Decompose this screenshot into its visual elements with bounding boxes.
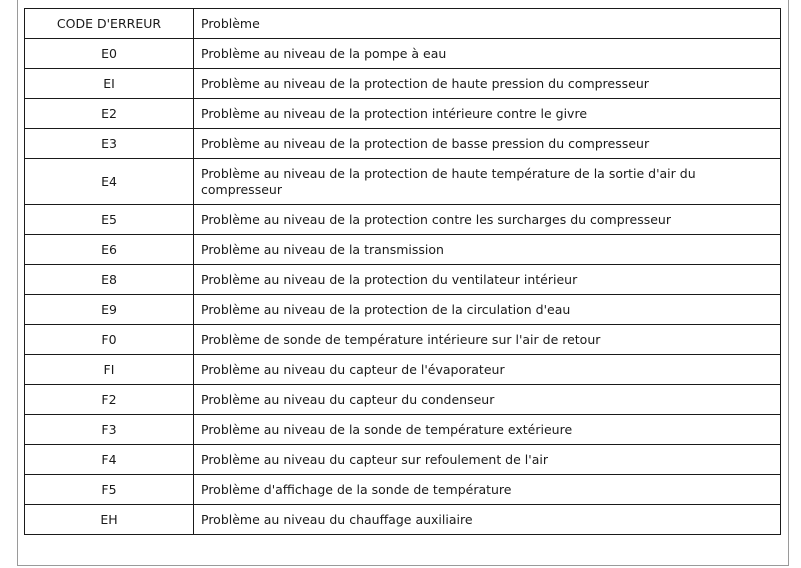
error-description: Problème au niveau de la protection du ventilateur intérieur (194, 265, 781, 295)
error-description: Problème d'affichage de la sonde de température (194, 475, 781, 505)
table-header-row (25, 9, 781, 39)
error-code: E4 (25, 159, 194, 205)
table-row (25, 355, 781, 385)
table-row (25, 159, 781, 205)
error-description: Problème au niveau du capteur du condenseur (194, 385, 781, 415)
error-code: E8 (25, 265, 194, 295)
error-code: EH (25, 505, 194, 535)
error-description: Problème au niveau de la protection intérieure contre le givre (194, 99, 781, 129)
error-description: Problème au niveau du capteur sur refoulement de l'air (194, 445, 781, 475)
error-code: F4 (25, 445, 194, 475)
error-code: F3 (25, 415, 194, 445)
table-row (25, 265, 781, 295)
error-code: F2 (25, 385, 194, 415)
error-description: Problème au niveau de la protection de haute température de la sortie d'air du compresseur (194, 159, 781, 205)
error-description: Problème au niveau de la protection de haute pression du compresseur (194, 69, 781, 99)
error-description: Problème au niveau du capteur de l'évaporateur (194, 355, 781, 385)
header-problem: Problème (194, 9, 781, 39)
table-row (25, 205, 781, 235)
table-row (25, 325, 781, 355)
error-code: E5 (25, 205, 194, 235)
error-code: EI (25, 69, 194, 99)
table-row (25, 99, 781, 129)
error-description: Problème au niveau de la protection de la circulation d'eau (194, 295, 781, 325)
table-row (25, 445, 781, 475)
error-code: F0 (25, 325, 194, 355)
table-row (25, 295, 781, 325)
table-row (25, 505, 781, 535)
table-row (25, 385, 781, 415)
error-code-table (24, 8, 781, 535)
error-description: Problème au niveau de la protection de basse pression du compresseur (194, 129, 781, 159)
error-code: E0 (25, 39, 194, 69)
error-code: F5 (25, 475, 194, 505)
error-description: Problème au niveau de la transmission (194, 235, 781, 265)
error-description: Problème de sonde de température intérieure sur l'air de retour (194, 325, 781, 355)
error-description: Problème au niveau du chauffage auxiliaire (194, 505, 781, 535)
error-code: E6 (25, 235, 194, 265)
table-row (25, 235, 781, 265)
error-description: Problème au niveau de la protection contre les surcharges du compresseur (194, 205, 781, 235)
error-code: FI (25, 355, 194, 385)
error-description: Problème au niveau de la sonde de température extérieure (194, 415, 781, 445)
error-code: E2 (25, 99, 194, 129)
error-code: E9 (25, 295, 194, 325)
table-row (25, 129, 781, 159)
table-row (25, 69, 781, 99)
error-code: E3 (25, 129, 194, 159)
table-row (25, 415, 781, 445)
table-row (25, 475, 781, 505)
header-code: CODE D'ERREUR (25, 9, 194, 39)
table-row (25, 39, 781, 69)
error-description: Problème au niveau de la pompe à eau (194, 39, 781, 69)
